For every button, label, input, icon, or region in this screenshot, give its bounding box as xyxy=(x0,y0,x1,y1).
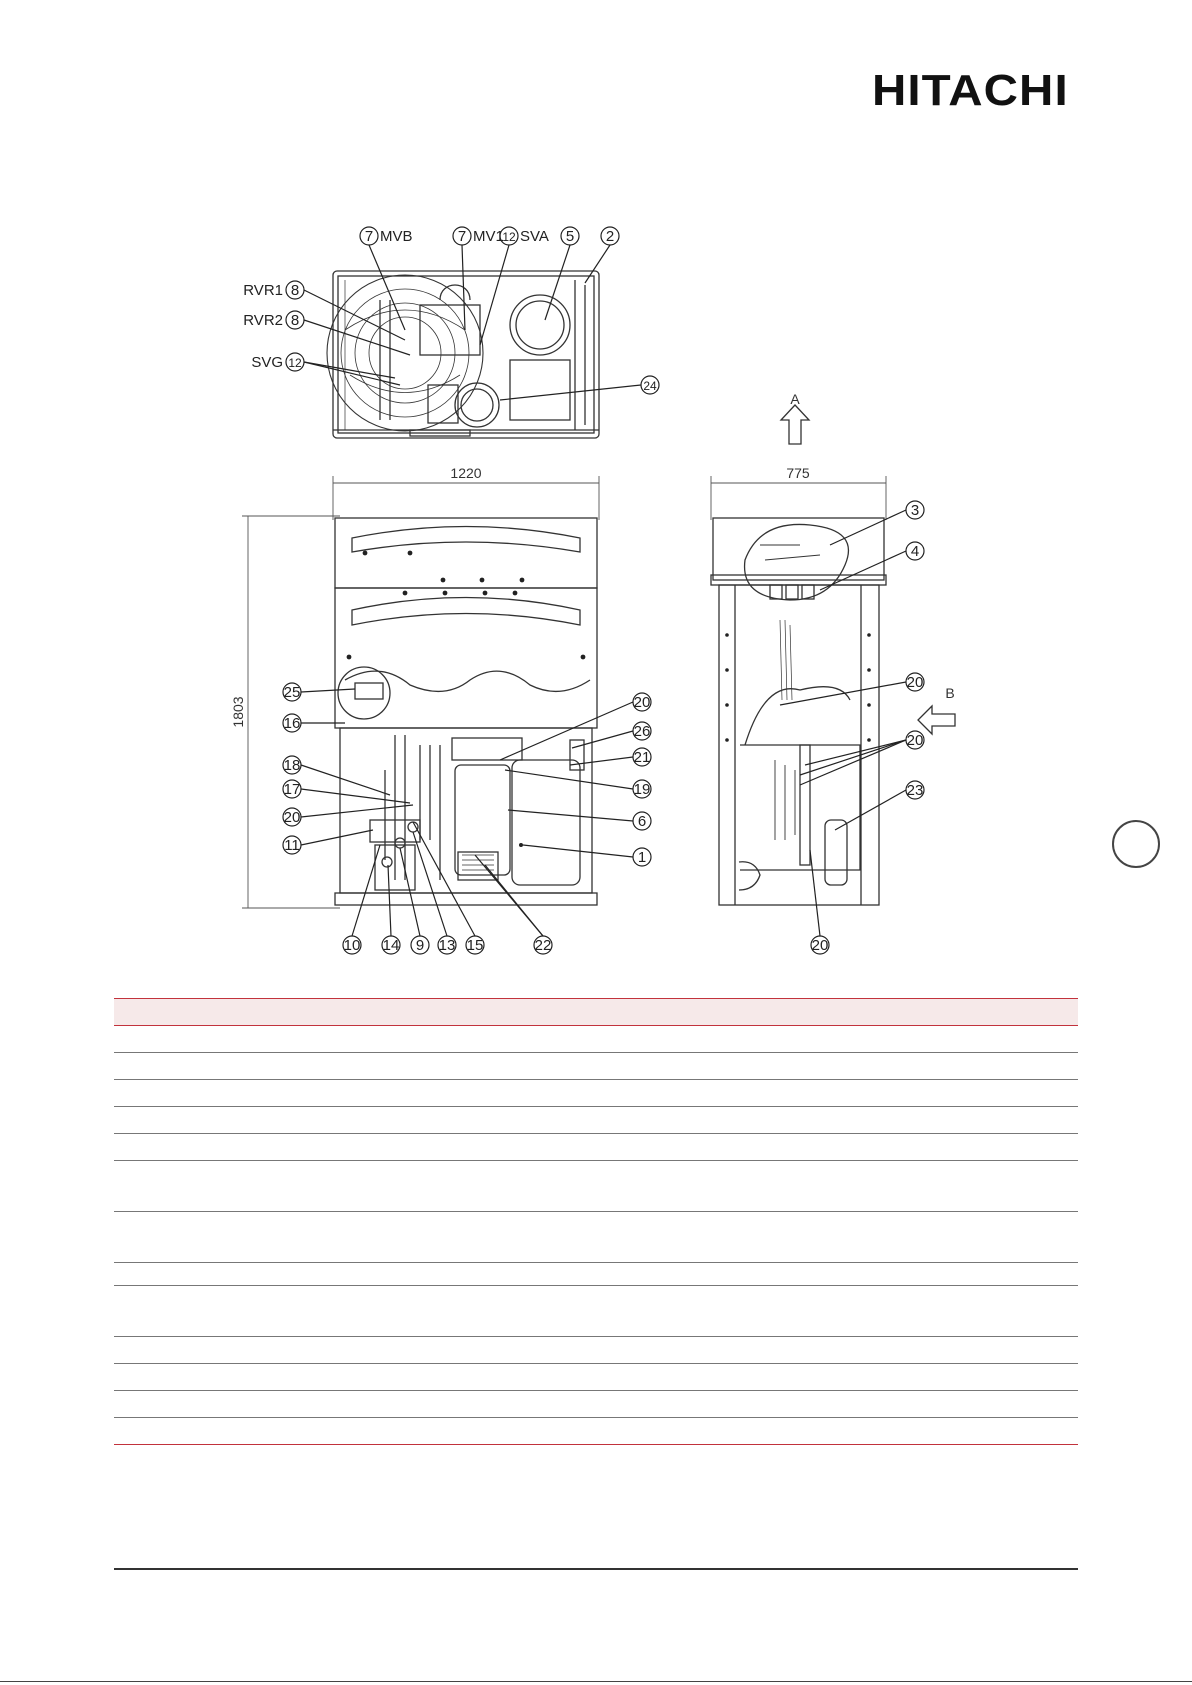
callout-18: 18 xyxy=(283,757,301,774)
table-row xyxy=(114,1107,1078,1134)
table-row xyxy=(114,1134,1078,1161)
table-row xyxy=(114,1053,1078,1080)
front-view xyxy=(335,518,597,905)
callout-1: 1 xyxy=(637,849,647,866)
label-rvr1: RVR1 xyxy=(243,282,283,299)
side-view xyxy=(711,518,886,905)
callout-5-num: 5 xyxy=(565,228,575,245)
footer-rule xyxy=(114,1568,1078,1570)
callout-14: 14 xyxy=(382,937,400,954)
callout-13: 13 xyxy=(438,937,456,954)
callout-15: 15 xyxy=(466,937,484,954)
side-view-dimensions xyxy=(711,476,886,520)
side-view-callouts xyxy=(780,501,924,954)
callout-20-front-right: 20 xyxy=(633,694,651,711)
table-row xyxy=(114,1286,1078,1337)
callout-3: 3 xyxy=(910,502,920,519)
callout-12-svg-num: 12 xyxy=(288,356,302,370)
front-width-dimension: 1220 xyxy=(450,465,482,481)
table-row xyxy=(114,1026,1078,1053)
table-row xyxy=(114,1337,1078,1364)
label-mvb: MVB xyxy=(380,228,413,245)
callout-24-num: 24 xyxy=(643,379,657,393)
label-rvr2: RVR2 xyxy=(243,312,283,329)
section-tab-marker xyxy=(1112,820,1160,868)
view-arrow-b-label: B xyxy=(945,685,955,701)
view-arrow-a xyxy=(781,405,809,444)
table-row xyxy=(114,1212,1078,1263)
callout-22: 22 xyxy=(534,937,552,954)
callout-6: 6 xyxy=(637,813,647,830)
label-svg: SVG xyxy=(251,354,283,371)
top-view-labels xyxy=(243,228,549,371)
callout-17: 17 xyxy=(283,781,301,798)
callout-26: 26 xyxy=(633,723,651,740)
label-mv1: MV1 xyxy=(473,228,504,245)
top-view xyxy=(327,271,599,438)
front-view-callout-numbers xyxy=(284,684,651,954)
callout-8-rvr2-num: 8 xyxy=(290,312,300,329)
callout-25: 25 xyxy=(283,684,301,701)
hitachi-logo: HITACHI xyxy=(872,66,1069,115)
callout-21: 21 xyxy=(633,749,651,766)
front-view-callouts xyxy=(283,683,651,954)
top-view-callout-numbers xyxy=(288,228,657,393)
callout-20-side-top: 20 xyxy=(906,674,924,691)
callout-20-side-bottom: 20 xyxy=(811,937,829,954)
table-row xyxy=(114,1161,1078,1212)
callout-19: 19 xyxy=(633,781,651,798)
callout-7-mvb-num: 7 xyxy=(364,228,374,245)
label-sva: SVA xyxy=(520,228,549,245)
view-arrow-a-label: A xyxy=(790,391,800,407)
front-height-dimension: 1803 xyxy=(230,696,246,728)
callout-4: 4 xyxy=(910,543,920,560)
callout-20-side-mid: 20 xyxy=(906,732,924,749)
table-row xyxy=(114,1080,1078,1107)
side-view-callout-numbers xyxy=(812,502,924,954)
legend-table-header xyxy=(114,998,1078,1026)
side-width-dimension: 775 xyxy=(786,465,810,481)
callout-11: 11 xyxy=(284,837,300,854)
callout-7-mv1-num: 7 xyxy=(457,228,467,245)
callout-20-front-left: 20 xyxy=(283,809,301,826)
callout-16: 16 xyxy=(283,715,301,732)
callout-2-num: 2 xyxy=(605,228,615,245)
view-arrow-b xyxy=(918,706,955,734)
table-row xyxy=(114,1364,1078,1391)
callout-12-sva-num: 12 xyxy=(502,230,516,244)
table-row xyxy=(114,1263,1078,1286)
callout-8-rvr1-num: 8 xyxy=(290,282,300,299)
page-bottom-rule xyxy=(0,1681,1192,1682)
callout-23: 23 xyxy=(906,782,924,799)
legend-table xyxy=(114,998,1078,1445)
callout-9: 9 xyxy=(415,937,425,954)
table-row xyxy=(114,1418,1078,1445)
table-row xyxy=(114,1391,1078,1418)
callout-10: 10 xyxy=(343,937,361,954)
